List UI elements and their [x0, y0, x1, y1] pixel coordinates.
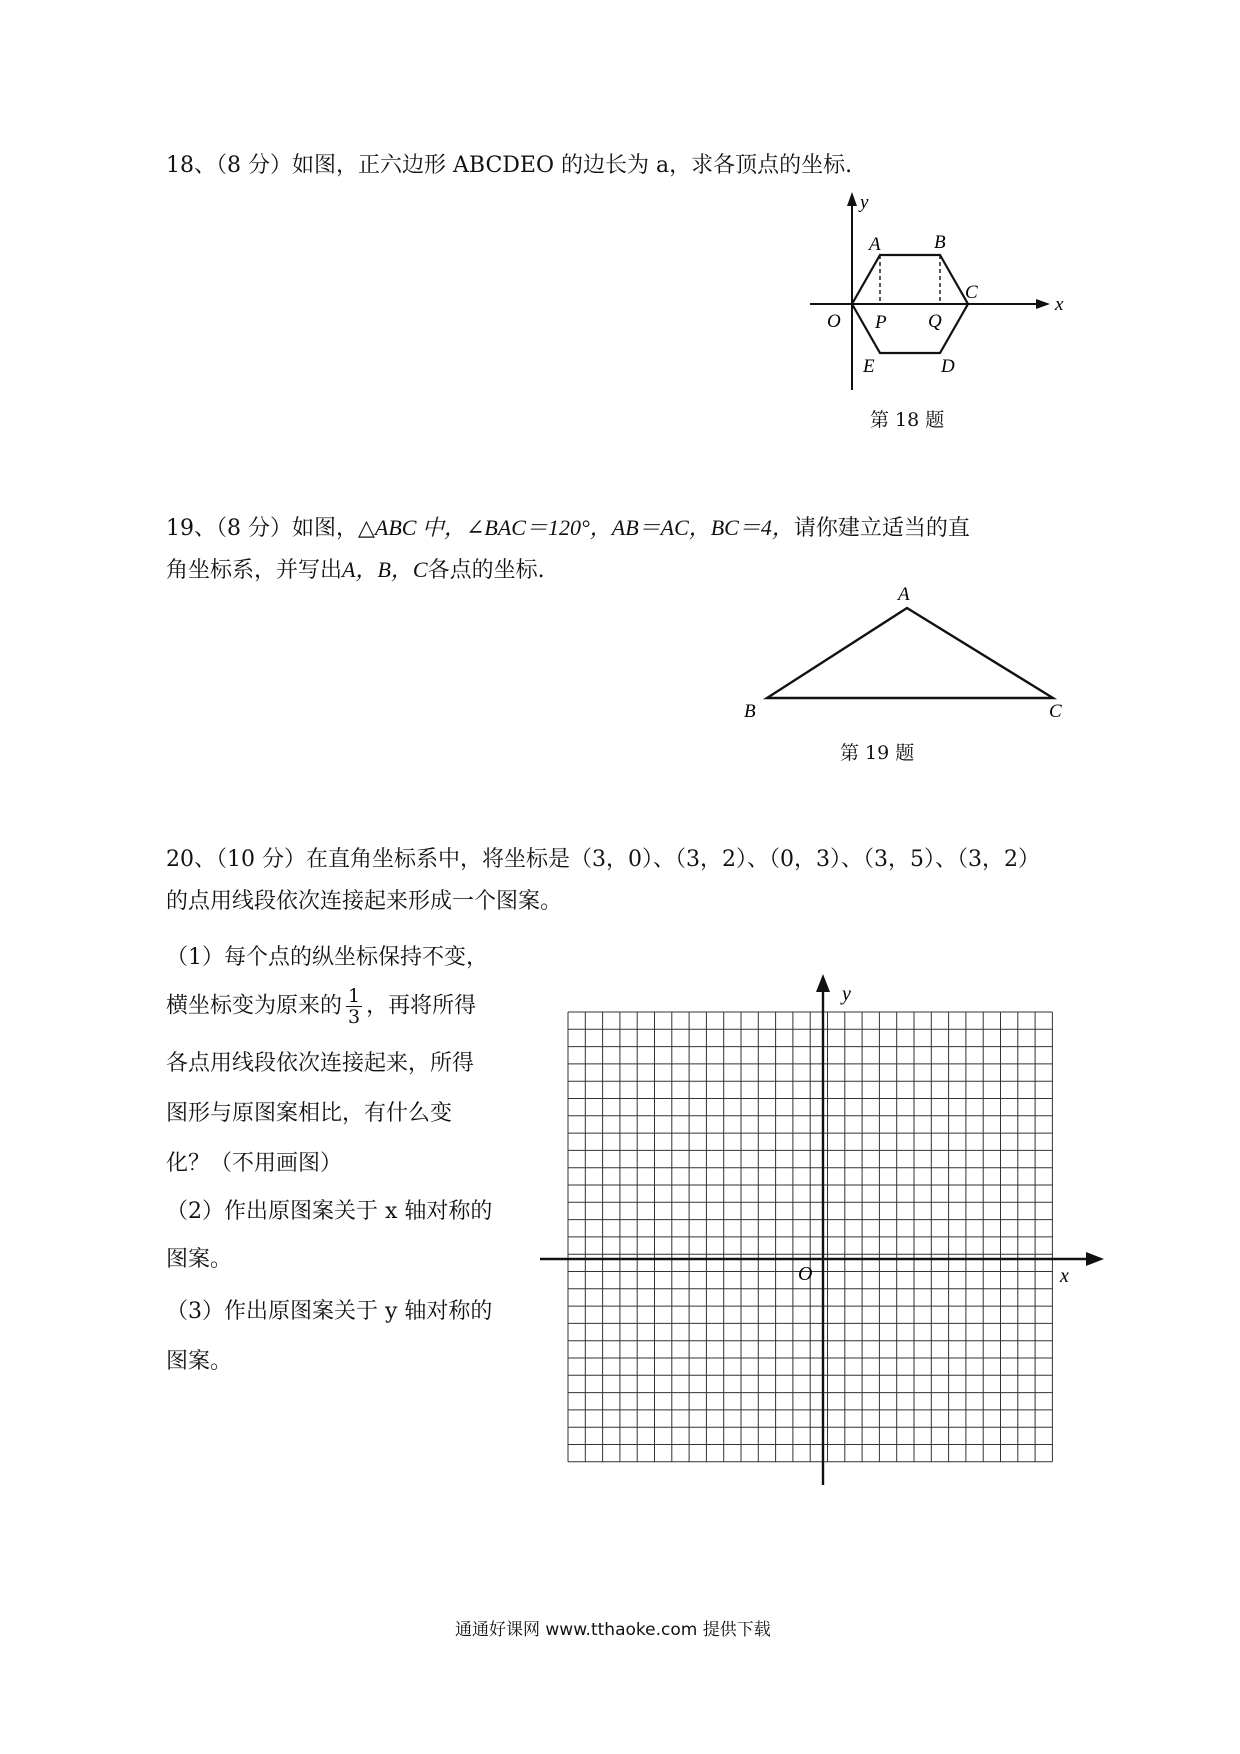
- q19-line2-prefix: 角坐标系，并写出: [166, 558, 343, 583]
- q19-label-a: A: [898, 584, 910, 605]
- q20-fraction: [346, 986, 362, 1027]
- q18-label-p: P: [875, 312, 887, 333]
- q20-grid-lines: [568, 1012, 1052, 1462]
- q20-coordinate-grid: [530, 970, 1110, 1490]
- q20-part3-line1: （3）作出原图案关于 y 轴对称的: [166, 1299, 493, 1324]
- q18-text: 18、（8 分）如图，正六边形 ABCDEO 的边长为 a，求各顶点的坐标.: [166, 153, 853, 178]
- q18-label-e: E: [863, 356, 875, 377]
- q20-label-x: x: [1060, 1265, 1069, 1287]
- footer-source: 通通好课网 www.tthaoke.com 提供下载: [455, 1620, 771, 1640]
- q18-label-b: B: [934, 232, 946, 253]
- q20-label-o: O: [798, 1263, 813, 1285]
- q20-part1-line5: 化？（不用画图）: [166, 1151, 343, 1176]
- q18-x-arrow: [1036, 299, 1050, 309]
- q18-label-a: A: [869, 234, 881, 255]
- q20-x-arrow: [1086, 1252, 1104, 1266]
- q19-caption: 第 19 题: [840, 742, 915, 764]
- q20-label-y: y: [842, 983, 851, 1005]
- q20-frac-num: 1: [348, 985, 361, 1007]
- q20-part1-line4: 图形与原图案相比，有什么变: [166, 1101, 453, 1126]
- q19-line1-math: △ABC 中，∠BAC＝120°，AB＝AC，BC＝4，: [358, 515, 794, 540]
- q19-line2-math: A，B，C: [342, 557, 428, 582]
- q19-label-c: C: [1049, 701, 1062, 722]
- q20-line2: 的点用线段依次连接起来形成一个图案。: [166, 889, 563, 914]
- q19-triangle-figure: [735, 580, 1075, 725]
- q20-part1-line2: [166, 986, 476, 1027]
- q19-line1-prefix: 19、（8 分）如图，: [166, 516, 358, 541]
- q18-y-arrow: [847, 192, 857, 206]
- q19-triangle: [767, 608, 1053, 698]
- q18-label-y: y: [860, 192, 869, 213]
- q18-label-d: D: [941, 356, 955, 377]
- q20-part2-line2: 图案。: [166, 1247, 233, 1272]
- q18-label-o: O: [827, 311, 841, 332]
- q19-line1-suffix: 请你建立适当的直: [793, 516, 970, 541]
- q20-line1: 20、（10 分）在直角坐标系中，将坐标是（3，0）、（3，2）、（0，3）、（3，5）、（3，2）: [166, 847, 1040, 872]
- q20-part1-line2-prefix: 横坐标变为原来的: [166, 993, 343, 1019]
- q18-label-q: Q: [928, 311, 942, 332]
- q19-line2-suffix: 各点的坐标.: [427, 558, 545, 583]
- q20-part2-line1: （2）作出原图案关于 x 轴对称的: [166, 1199, 493, 1224]
- q18-caption: 第 18 题: [870, 409, 945, 431]
- q20-part1-line1: （1）每个点的纵坐标保持不变，: [166, 945, 488, 970]
- q20-part3-line2: 图案。: [166, 1349, 233, 1374]
- q19-label-b: B: [744, 701, 756, 722]
- q18-hexagon-figure: [800, 190, 1080, 390]
- q20-frac-den: 3: [348, 1006, 361, 1028]
- q18-label-c: C: [965, 282, 978, 303]
- q20-y-arrow: [816, 974, 830, 992]
- q20-part1-line2-suffix: ，再将所得: [366, 993, 477, 1019]
- q19-line1: [166, 508, 970, 549]
- q19-line2: [166, 550, 545, 591]
- q18-label-x: x: [1055, 294, 1064, 315]
- q20-part1-line3: 各点用线段依次连接起来，所得: [166, 1051, 475, 1076]
